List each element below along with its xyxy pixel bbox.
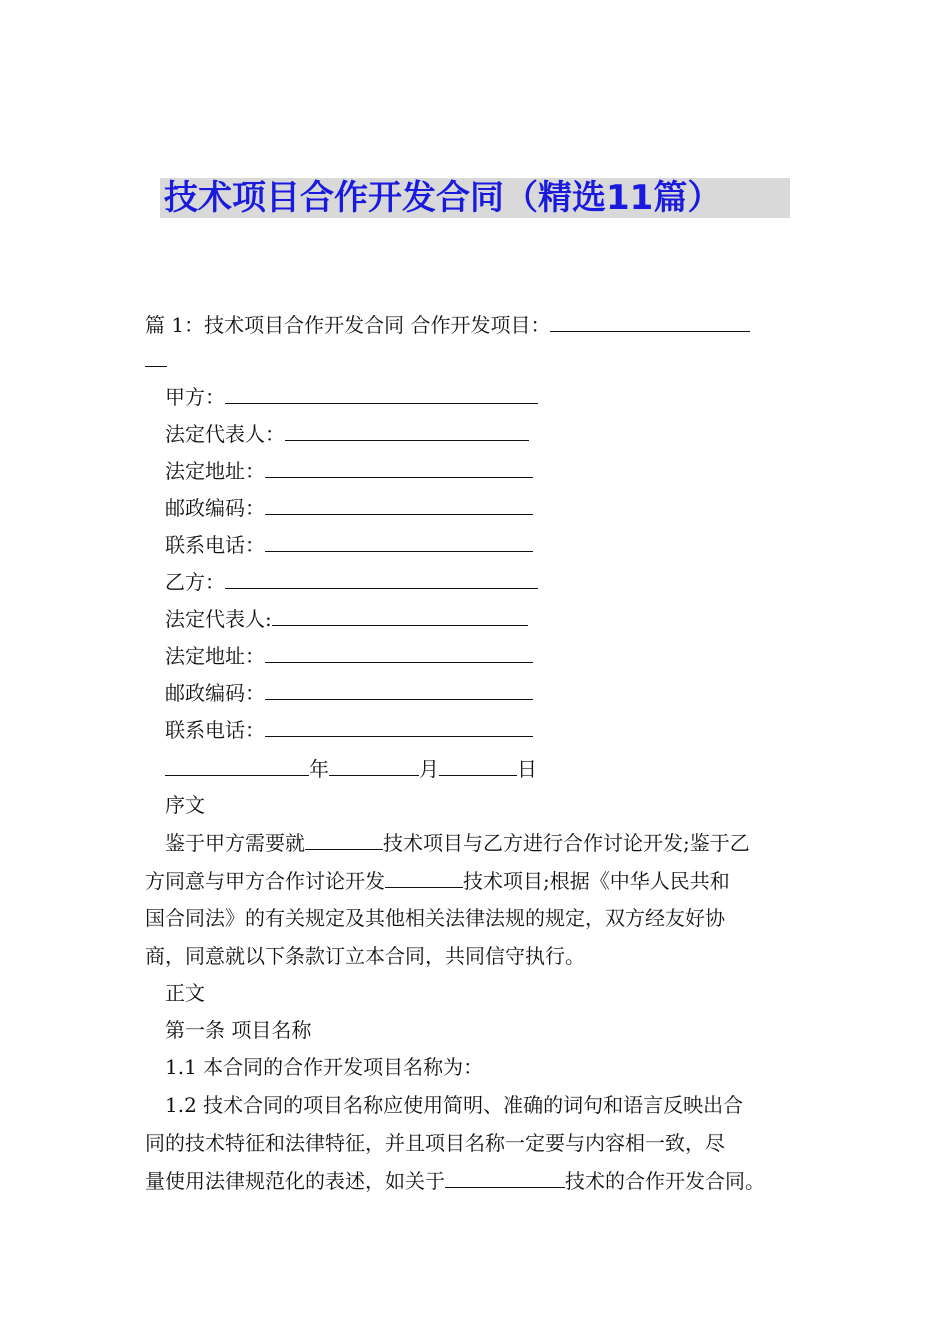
party-b-post-blank [265,679,533,700]
clause-1-2-line-2: 同的技术特征和法律特征，并且项目名称一定要与内容相一致，尽 [145,1131,725,1155]
party-a-tel-label: 联系电话： [165,533,265,557]
preface-heading: 序文 [165,793,205,817]
party-b-post-line [165,679,533,706]
date-line [165,755,537,782]
preface-line-2a: 方同意与甲方合作讨论开发 [145,869,385,893]
party-b-rep-line [165,605,528,632]
party-b-tel-line [165,716,533,743]
party-a-label: 甲方： [165,385,225,409]
party-a-rep-line [165,420,529,447]
party-b-addr-line [165,642,533,669]
party-a-post-blank [265,494,533,515]
party-b-label: 乙方： [165,570,225,594]
party-a-addr-label: 法定地址： [165,459,265,483]
clause-1-2-line-3a: 量使用法律规范化的表述，如关于 [145,1169,445,1193]
party-a-tel-line [165,531,533,558]
party-b-addr-blank [265,642,533,663]
year-label: 年 [309,757,329,781]
heading-line-cont [145,346,167,373]
month-blank [329,755,419,776]
preface-line-1b: 技术项目与乙方进行合作讨论开发;鉴于乙 [383,831,750,855]
preface-blank-1 [305,829,383,850]
preface-line-4: 商，同意就以下条款订立本合同，共同信守执行。 [145,944,585,968]
project-blank-cont [145,346,167,367]
day-label: 日 [517,757,537,781]
heading-text: 篇 1：技术项目合作开发合同 合作开发项目： [145,313,551,337]
party-a-addr-line [165,457,533,484]
body-heading: 正文 [165,981,205,1005]
clause-1-2-blank [445,1167,565,1188]
party-a-rep-blank [285,420,529,441]
party-b-rep-label: 法定代表人: [165,607,272,631]
preface-line-1a: 鉴于甲方需要就 [165,831,305,855]
party-b-post-label: 邮政编码： [165,681,265,705]
party-a-post-label: 邮政编码： [165,496,265,520]
day-blank [439,755,517,776]
clause-1-2-line-3b: 技术的合作开发合同。 [565,1169,765,1193]
month-label: 月 [419,757,439,781]
preface-blank-2 [385,867,463,888]
party-b-tel-label: 联系电话： [165,718,265,742]
clause-1-1: 1.1 本合同的合作开发项目名称为： [165,1055,484,1079]
party-b-tel-blank [265,716,533,737]
party-b-line [165,568,538,595]
preface-line-2b: 技术项目;根据《中华人民共和 [463,869,730,893]
page-title: 技术项目合作开发合同（精选11篇） [164,178,722,218]
party-a-tel-blank [265,531,533,552]
party-a-line [165,383,538,410]
party-a-blank [225,383,538,404]
title-block [160,178,790,220]
project-blank [550,311,750,332]
party-b-blank [225,568,538,589]
preface-line-3: 国合同法》的有关规定及其他相关法律法规的规定，双方经友好协 [145,906,725,930]
party-b-rep-blank [272,605,528,626]
party-b-addr-label: 法定地址： [165,644,265,668]
preface-line-2 [145,867,730,894]
party-a-post-line [165,494,533,521]
clause-1-2-line-1: 1.2 技术合同的项目名称应使用简明、准确的词句和语言反映出合 [165,1093,744,1117]
clause-1-2-line-3 [145,1167,765,1194]
party-a-addr-blank [265,457,533,478]
year-blank [165,755,309,776]
party-a-rep-label: 法定代表人： [165,422,285,446]
article-1-heading: 第一条 项目名称 [165,1018,312,1042]
heading-line [145,311,750,338]
preface-line-1 [165,829,750,856]
